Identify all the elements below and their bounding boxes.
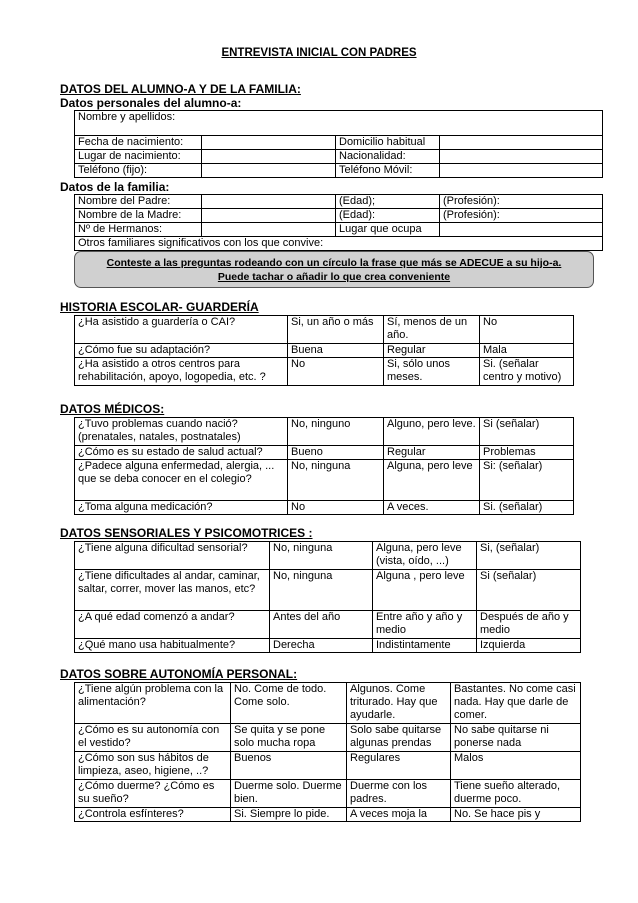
sensoriales-option: No, ninguna [270,542,373,570]
escolar-option: Sí, menos de un año. [384,316,480,344]
medicos-question: ¿Padece alguna enfermedad, alergia, ... que se deba conocer en el colegio? [75,460,288,501]
subsection-datos-familia: Datos de la familia: [60,180,170,194]
sensoriales-question: ¿Qué mano usa habitualmente? [75,639,270,653]
sensoriales-option: Antes del año [270,611,373,639]
field-edad-madre: (Edad): [336,209,440,223]
section-autonomia-personal: DATOS SOBRE AUTONOMÍA PERSONAL: [60,667,298,681]
field-nacionalidad: Nacionalidad: [336,150,440,164]
escolar-option: No [288,358,384,386]
field-nacionalidad-value [440,150,603,164]
subsection-datos-personales: Datos personales del alumno-a: [60,96,242,110]
sensoriales-option: Después de año y medio [477,611,581,639]
autonomia-option: Duerme con los padres. [347,780,451,808]
medicos-option: Problemas [480,446,574,460]
field-fecha-value [202,136,336,150]
escolar-question: ¿Ha asistido a otros centros para rehabilitación, apoyo, logopedia, etc. ? [75,358,288,386]
field-telefono: Teléfono (fijo): [75,164,202,178]
sensoriales-option: Alguna, pero leve (vista, oído, ...) [373,542,477,570]
sensoriales-option: Indistintamente [373,639,477,653]
escolar-option: Si. (señalar centro y motivo) [480,358,574,386]
autonomia-option: A veces moja la [347,808,451,822]
field-domicilio-value [440,136,603,150]
autonomia-option: Bastantes. No come casi nada. Hay que darle de comer. [451,683,581,724]
medicos-option: No [288,501,384,515]
field-nombre: Nombre y apellidos: [75,111,603,136]
escolar-option: Mala [480,344,574,358]
field-lugar-ocupa-value [440,223,603,237]
section-datos-medicos: DATOS MÉDICOS: [60,402,165,416]
field-profesion-madre: (Profesión): [440,209,603,223]
escolar-table [74,315,574,386]
autonomia-question: ¿Cómo son sus hábitos de limpieza, aseo, higiene, ..? [75,752,231,780]
escolar-option: Buena [288,344,384,358]
autonomia-option: Duerme solo. Duerme bien. [231,780,347,808]
field-madre: Nombre de la Madre: [75,209,202,223]
autonomia-option: Malos [451,752,581,780]
autonomia-option: Algunos. Come triturado. Hay que ayudarle. [347,683,451,724]
field-otros-familiares: Otros familiares significativos con los que convive: [75,237,603,251]
medicos-option: Alguna, pero leve [384,460,480,501]
instructions-line-2: Puede tachar o añadir lo que crea conveniente [217,271,451,283]
autonomia-option: Se quita y se pone solo mucha ropa [231,724,347,752]
sensoriales-option: Alguna , pero leve [373,570,477,611]
autonomia-option: Buenos [231,752,347,780]
field-hermanos: Nº de Hermanos: [75,223,202,237]
medicos-option: Si: (señalar) [480,460,574,501]
escolar-option: Si, un año o más [288,316,384,344]
sensoriales-question: ¿Tiene dificultades al andar, caminar, saltar, correr, mover las manos, etc? [75,570,270,611]
medicos-question: ¿Cómo es su estado de salud actual? [75,446,288,460]
autonomia-option: No sabe quitarse ni ponerse nada [451,724,581,752]
personal-data-table [74,110,603,178]
autonomia-option: No. Se hace pis y [451,808,581,822]
medicos-option: Alguno, pero leve. [384,418,480,446]
sensoriales-option: Derecha [270,639,373,653]
medicos-question: ¿Tuvo problemas cuando nació? (prenatales, natales, postnatales) [75,418,288,446]
sensoriales-option: Si, (señalar) [477,542,581,570]
medicos-option: Si (señalar) [480,418,574,446]
sensoriales-question: ¿A qué edad comenzó a andar? [75,611,270,639]
autonomia-option: No. Come de todo. Come solo. [231,683,347,724]
autonomia-table [74,682,581,822]
field-movil: Teléfono Móvil: [336,164,440,178]
autonomia-question: ¿Tiene algún problema con la alimentación? [75,683,231,724]
sensoriales-table [74,541,581,653]
autonomia-option: Solo sabe quitarse algunas prendas [347,724,451,752]
medicos-option: Bueno [288,446,384,460]
medicos-option: No, ninguno [288,418,384,446]
field-profesion-padre: (Profesión): [440,195,603,209]
medicos-option: Si. (señalar) [480,501,574,515]
instructions-line-1: Conteste a las preguntas rodeando con un círculo la frase que más se ADECUE a su hijo-a. [106,257,562,269]
medicos-option: Regular [384,446,480,460]
page-title: ENTREVISTA INICIAL CON PADRES [221,47,417,59]
escolar-question: ¿Ha asistido a guardería o CAI? [75,316,288,344]
field-lugar: Lugar de nacimiento: [75,150,202,164]
sensoriales-option: Si (señalar) [477,570,581,611]
medicos-table [74,417,574,515]
section-alumno-familia: DATOS DEL ALUMNO-A Y DE LA FAMILIA: [60,82,301,96]
field-edad-padre: (Edad); [336,195,440,209]
sensoriales-option: Izquierda [477,639,581,653]
autonomia-option: Tiene sueño alterado, duerme poco. [451,780,581,808]
medicos-option: No, ninguna [288,460,384,501]
autonomia-option: Si. Siempre lo pide. [231,808,347,822]
escolar-option: Regular [384,344,480,358]
family-data-table [74,194,603,251]
escolar-option: No [480,316,574,344]
autonomia-question: ¿Cómo es su autonomía con el vestido? [75,724,231,752]
field-hermanos-value [202,223,336,237]
section-datos-sensoriales: DATOS SENSORIALES Y PSICOMOTRICES : [60,526,313,540]
sensoriales-option: Entre año y año y medio [373,611,477,639]
field-padre: Nombre del Padre: [75,195,202,209]
medicos-option: A veces. [384,501,480,515]
escolar-question: ¿Cómo fue su adaptación? [75,344,288,358]
field-lugar-value [202,150,336,164]
autonomia-question: ¿Controla esfínteres? [75,808,231,822]
field-fecha: Fecha de nacimiento: [75,136,202,150]
field-padre-value [202,195,336,209]
field-madre-value [202,209,336,223]
instructions-box [74,251,594,288]
field-movil-value [440,164,603,178]
autonomia-option: Regulares [347,752,451,780]
autonomia-question: ¿Cómo duerme? ¿Cómo es su sueño? [75,780,231,808]
escolar-option: Si, sólo unos meses. [384,358,480,386]
sensoriales-option: No, ninguna [270,570,373,611]
medicos-question: ¿Toma alguna medicación? [75,501,288,515]
sensoriales-question: ¿Tiene alguna dificultad sensorial? [75,542,270,570]
field-domicilio: Domicilio habitual [336,136,440,150]
field-lugar-ocupa: Lugar que ocupa [336,223,440,237]
field-telefono-value [202,164,336,178]
section-historia-escolar: HISTORIA ESCOLAR- GUARDERÍA [60,300,259,314]
